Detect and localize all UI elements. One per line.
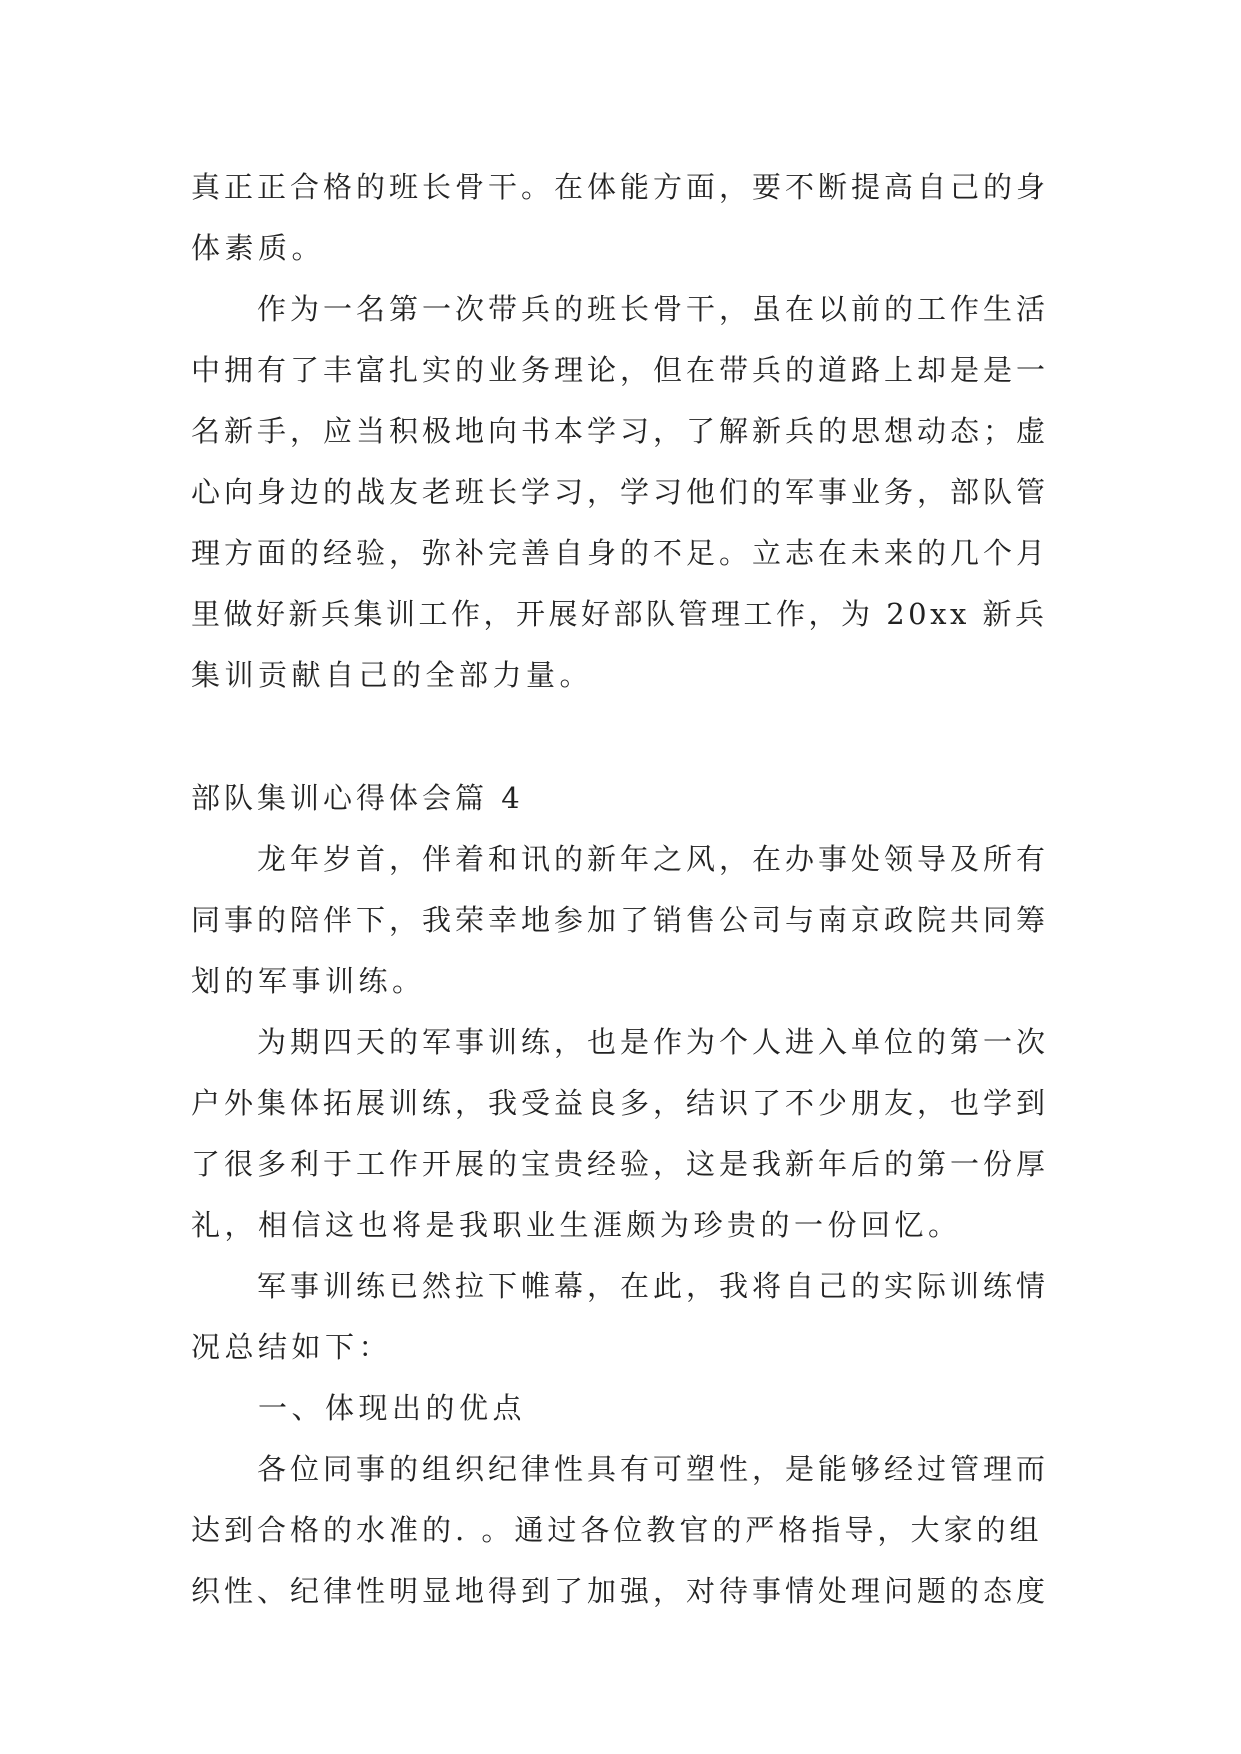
text-line: 达到合格的水准的. 。通过各位教官的严格指导，大家的组 [191,1513,1043,1547]
paragraph [191,829,1051,1012]
document-body [191,157,1051,1622]
text-line: 体素质。 [191,231,326,265]
section-heading-block [191,768,1051,829]
paragraph [191,1256,1051,1378]
paragraph [191,1439,1051,1622]
section-heading: 部队集训心得体会篇 4 [191,781,524,815]
text-line: 集训贡献自己的全部力量。 [191,658,594,692]
paragraph [191,279,1051,706]
text-line: 况总结如下： [191,1330,393,1364]
text-line: 为期四天的军事训练，也是作为个人进入单位的第一次 [191,1025,1050,1059]
text-line: 作为一名第一次带兵的班长骨干，虽在以前的工作生活 [191,292,1050,326]
section-spacer [191,706,1051,768]
text-line: 了很多利于工作开展的宝贵经验，这是我新年后的第一份厚 [191,1147,1050,1181]
text-line: 名新手，应当积极地向书本学习，了解新兵的思想动态；虚 [191,414,1050,448]
paragraph [191,1012,1051,1256]
text-line: 划的军事训练。 [191,964,426,998]
paragraph [191,157,1051,279]
text-line: 真正正合格的班长骨干。在体能方面，要不断提高自己的身 [191,170,1050,204]
paragraph [191,1378,1051,1439]
text-line: 里做好新兵集训工作，开展好部队管理工作，为 20xx 新兵 [191,597,1048,631]
text-line: 各位同事的组织纪律性具有可塑性，是能够经过管理而 [191,1452,1050,1486]
text-line: 军事训练已然拉下帷幕，在此，我将自己的实际训练情 [191,1269,1050,1303]
text-line: 户外集体拓展训练，我受益良多，结识了不少朋友，也学到 [191,1086,1050,1120]
subheading-line: 一、体现出的优点 [191,1391,527,1425]
text-line: 龙年岁首，伴着和讯的新年之风，在办事处领导及所有 [191,842,1050,876]
text-line: 理方面的经验，弥补完善自身的不足。立志在未来的几个月 [191,536,1050,570]
text-line: 同事的陪伴下，我荣幸地参加了销售公司与南京政院共同筹 [191,903,1050,937]
text-line: 心向身边的战友老班长学习，学习他们的军事业务，部队管 [191,475,1050,509]
text-line: 礼，相信这也将是我职业生涯颇为珍贵的一份回忆。 [191,1208,962,1242]
text-line: 织性、纪律性明显地得到了加强，对待事情处理问题的态度 [191,1574,1050,1608]
text-line: 中拥有了丰富扎实的业务理论，但在带兵的道路上却是是一 [191,353,1050,387]
